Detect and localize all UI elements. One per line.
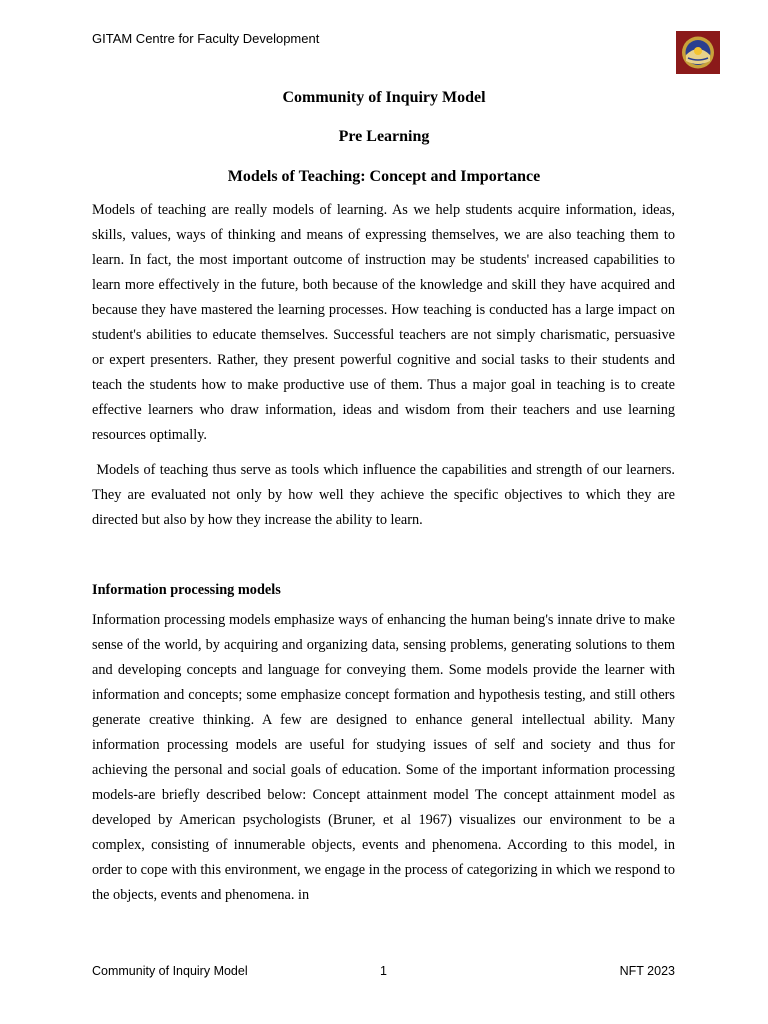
footer-right: NFT 2023: [619, 964, 675, 978]
topic-heading: Models of Teaching: Concept and Importance: [227, 168, 541, 185]
document-subtitle: Pre Learning: [338, 128, 430, 145]
body-paragraph-3: Information processing models emphasize ways of enhancing the human being's innate drive to make sense of the world, by acquiring and organizing data, sensing problems, generating solutions to them and developing concepts and language for conveying them. Some models provide the learner with information and concepts; some emphasize concept formation and hypothesis testing, and still others generate creative thinking. A few are designed to enhance general intellectual ability. Many information processing models are useful for studying issues of self and society and thus for achieving the personal and social goals of education. Some of the important information processing models-are briefly described below: Concept attainment model The concept attainment model as developed by American psychologists (Bruner, et al 1967) visualizes our environment to be a complex, consisting of innumerable objects, events and phenomena. According to this model, in order to cope with this environment, we engage in the process of categorizing in which we respond to the objects, events and phenomena. in: [92, 612, 675, 903]
body-paragraph-2: Models of teaching thus serve as tools which influence the capabilities and strength of our learners. They are evaluated not only by how well they achieve the specific objectives to which they are directed but also by how they increase the ability to learn.: [92, 462, 679, 528]
document-title: Community of Inquiry Model: [282, 89, 486, 106]
footer-page-number: 1: [380, 964, 387, 978]
header-organization: GITAM Centre for Faculty Development: [92, 31, 320, 46]
gitam-seal-icon: [676, 31, 720, 74]
body-paragraph-1: Models of teaching are really models of learning. As we help students acquire information, ideas, skills, values, ways of thinking and means of expressing themselves, we are also teaching them to learn. In fact, the most important outcome of instruction may be students' increased capabilities to learn more effectively in the future, both because of the knowledge and skill they have acquired and because they have mastered the learning processes. How teaching is conducted has a large impact on student's abilities to educate themselves. Successful teachers are not simply charismatic, persuasive or expert presenters. Rather, they present powerful cognitive and social tasks to their students and teach the students how to make productive use of them. Thus a major goal in teaching is to create effective learners who draw information, ideas and wisdom from their teachers and use learning resources optimally.: [92, 202, 675, 443]
section-heading: Information processing models: [92, 582, 281, 598]
footer-left: Community of Inquiry Model: [92, 964, 248, 978]
